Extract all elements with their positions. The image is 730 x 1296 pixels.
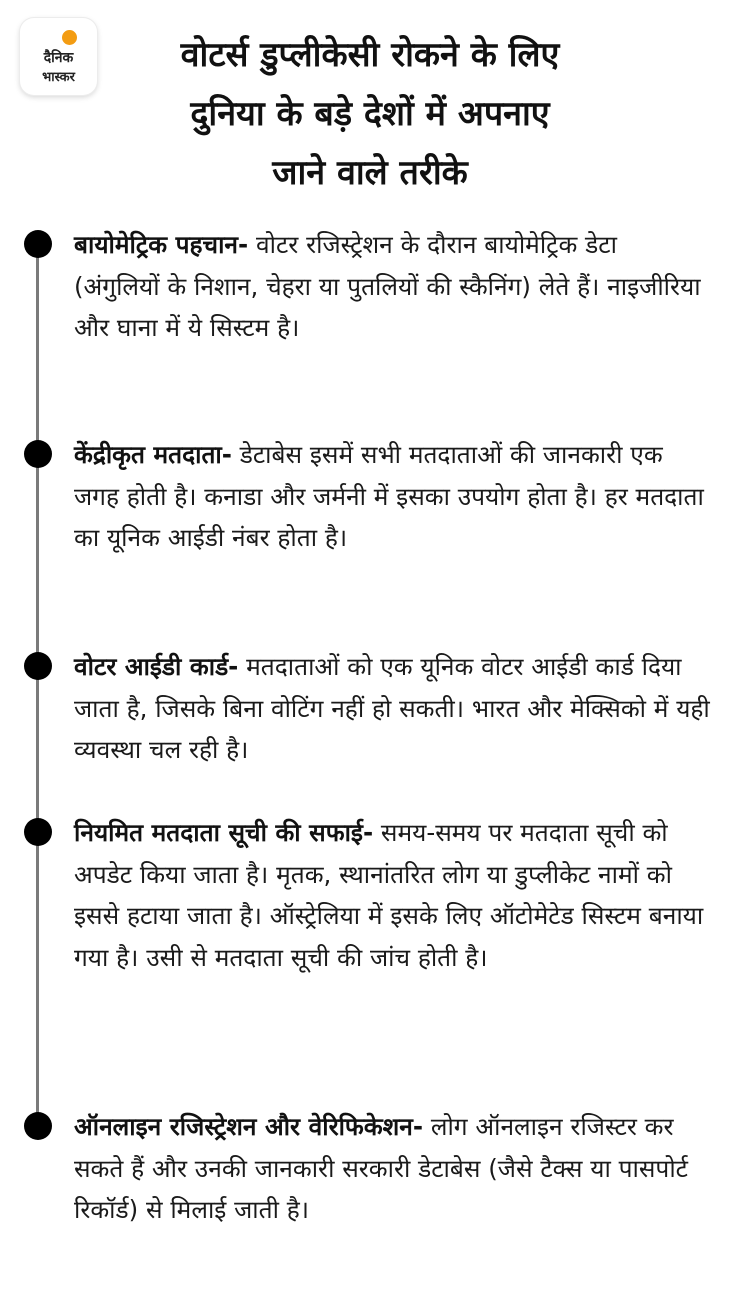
list-item-biometric [74, 224, 710, 349]
list-item-online-registration [74, 1106, 710, 1231]
item-paragraph [74, 646, 710, 771]
list-item-central-database [74, 434, 710, 559]
item-heading: बायोमेट्रिक पहचान- [74, 230, 249, 259]
sun-icon [62, 30, 77, 45]
timeline-line [36, 246, 39, 1126]
item-heading: वोटर आईडी कार्ड- [74, 652, 239, 681]
logo-line-1: दैनिक [43, 50, 74, 66]
item-paragraph [74, 812, 710, 978]
title-line-3: जाने वाले तरीके [272, 153, 468, 193]
bullet-dot-icon [24, 1112, 52, 1140]
item-heading: ऑनलाइन रजिस्ट्रेशन और वेरिफिकेशन- [74, 1112, 424, 1141]
dainik-bhaskar-logo [20, 18, 97, 95]
list-item-voter-id-card [74, 646, 710, 771]
item-heading: केंद्रीकृत मतदाता- [74, 440, 232, 469]
item-text: वोटर रजिस्ट्रेशन के दौरान बायोमेट्रिक डेटा (अंगुलियों के निशान, चेहरा या पुतलियों की स्कैनिंग) लेते हैं। नाइजीरिया और घाना में ये सिस्टम है। [74, 230, 701, 342]
item-text: समय-समय पर मतदाता सूची को अपडेट किया जाता है। मृतक, स्थानांतरित लोग या डुप्लीकेट नामों को इससे हटाया जाता है। ऑस्ट्रेलिया में इसके लिए ऑटोमेटेड सिस्टम बनाया गया है। उसी से मतदाता सूची की जांच होती है। [74, 818, 704, 972]
title-line-2: दुनिया के बड़े देशों में अपनाए [190, 94, 550, 134]
bullet-dot-icon [24, 230, 52, 258]
item-paragraph [74, 1106, 710, 1231]
item-heading: नियमित मतदाता सूची की सफाई- [74, 818, 374, 847]
item-paragraph [74, 224, 710, 349]
bullet-dot-icon [24, 440, 52, 468]
title-line-1: वोटर्स डुप्लीकेसी रोकने के लिए [180, 35, 560, 75]
page-title [100, 26, 640, 203]
item-text: मतदाताओं को एक यूनिक वोटर आईडी कार्ड दिया जाता है, जिसके बिना वोटिंग नहीं हो सकती। भारत और मेक्सिको में यही व्यवस्था चल रही है। [74, 652, 710, 764]
item-paragraph [74, 434, 710, 559]
logo-line-2: भास्कर [42, 70, 75, 85]
item-text: लोग ऑनलाइन रजिस्टर कर सकते हैं और उनकी जानकारी सरकारी डेटाबेस (जैसे टैक्स या पासपोर्ट रिकॉर्ड) से मिलाई जाती है। [74, 1112, 689, 1224]
bullet-dot-icon [24, 818, 52, 846]
list-item-roll-cleanup [74, 812, 710, 978]
item-text: डेटाबेस इसमें सभी मतदाताओं की जानकारी एक जगह होती है। कनाडा और जर्मनी में इसका उपयोग होता है। हर मतदाता का यूनिक आईडी नंबर होता है। [74, 440, 704, 552]
bullet-dot-icon [24, 652, 52, 680]
